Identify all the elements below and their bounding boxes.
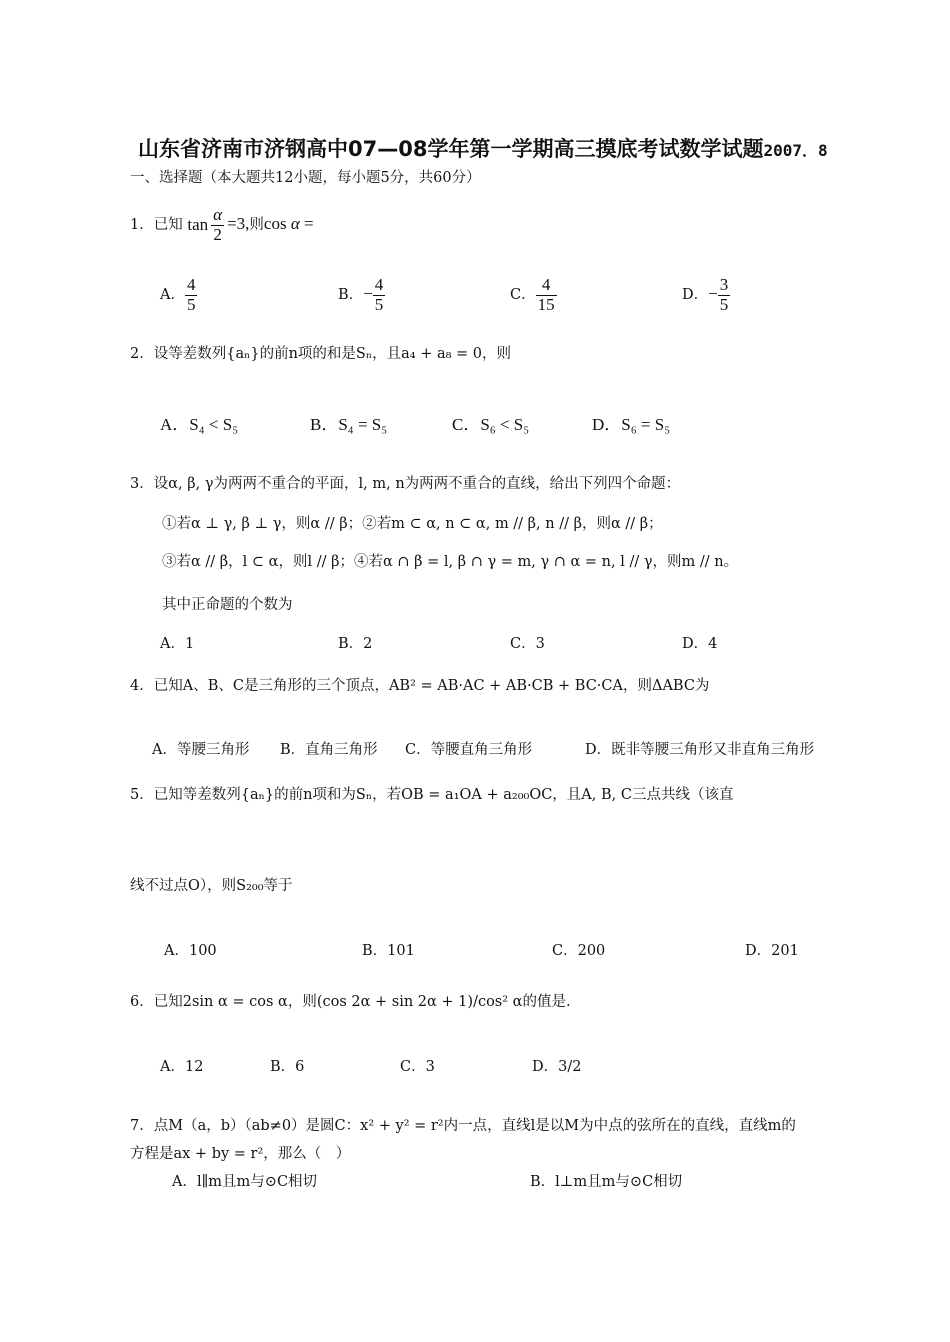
question-5-continued: 线不过点O），则S₂₀₀等于 (130, 878, 293, 894)
q4-option-a[interactable]: A．等腰三角形 (152, 742, 250, 758)
question-6: 6．已知2sin α = cos α，则(cos 2α + sin 2α + 1)/cos² α的值是. (130, 994, 571, 1010)
question-7: 7．点M（a，b）（ab≠0）是圆C：x² + y² = r²内一点，直线l是以M为中点的弦所在的直线，直线m的 (130, 1118, 796, 1134)
question-5: 5．已知等差数列{aₙ}的前n项和为Sₙ，若OB = a₁OA + a₂₀₀OC，且A, B, C三点共线（该直 (130, 787, 734, 803)
q3-option-a[interactable]: A．1 (160, 636, 195, 652)
q1-option-d[interactable]: D．− $\frac{3}{5}$ (682, 275, 729, 314)
q4-option-c[interactable]: C．等腰直角三角形 (405, 742, 533, 758)
q3-propositions-1: ①若α ⊥ γ, β ⊥ γ，则α // β；②若m ⊂ α, n ⊂ α, m // β, n // β，则α // β； (162, 516, 663, 532)
q3-option-d[interactable]: D．4 (682, 636, 718, 652)
q6-option-c[interactable]: C．3 (400, 1059, 435, 1075)
q2-option-c[interactable]: C．S₆ < S₅ (452, 415, 530, 434)
q1-expression (187, 204, 327, 229)
q6-option-d[interactable]: D．3/2 (532, 1059, 582, 1075)
q7-option-b[interactable]: B．l⊥m且m与⊙C相切 (530, 1174, 683, 1190)
q4-option-d[interactable]: D．既非等腰三角形又非直角三角形 (585, 742, 815, 758)
q2-option-d[interactable]: D．S₆ = S₅ (592, 415, 671, 434)
question-1: 1．已知 tan $\frac{\alpha}{2}$ =3,则cos α = (130, 206, 314, 244)
q3-option-b[interactable]: B．2 (338, 636, 373, 652)
q1-option-c[interactable]: C． $\frac{4}{15}$ (510, 275, 555, 314)
q3-option-c[interactable]: C．3 (510, 636, 545, 652)
q3-propositions-2: ③若α // β，l ⊂ α，则l // β；④若α ∩ β = l, β ∩ γ = m, γ ∩ α = n, l // γ，则m // n。 (162, 554, 739, 570)
question-4: 4．已知A、B、C是三角形的三个顶点，AB² = AB·AC + AB·CB + BC·CA，则ΔABC为 (130, 678, 710, 694)
q6-option-a[interactable]: A．12 (160, 1059, 204, 1075)
q2-option-a[interactable]: A．S₄ < S₅ (160, 415, 239, 434)
exam-date: 2007．8 (763, 141, 828, 160)
q5-option-b[interactable]: B．101 (362, 943, 415, 959)
question-7-continued: 方程是ax + by = r²，那么（ ） (130, 1146, 351, 1162)
q4-option-b[interactable]: B．直角三角形 (280, 742, 378, 758)
q7-option-a[interactable]: A．l∥m且m与⊙C相切 (172, 1174, 318, 1190)
q5-option-a[interactable]: A．100 (164, 943, 217, 959)
q1-option-b[interactable]: B．− $\frac{4}{5}$ (338, 275, 384, 314)
q6-option-b[interactable]: B．6 (270, 1059, 305, 1075)
q2-option-b[interactable]: B．S₄ = S₅ (310, 415, 388, 434)
q3-question: 其中正命题的个数为 (162, 597, 293, 613)
section-heading: 一、选择题（本大题共12小题，每小题5分，共60分） (130, 170, 481, 186)
question-2: 2．设等差数列{aₙ}的前n项的和是Sₙ，且a₄ + a₈ = 0，则 (130, 346, 512, 362)
q5-option-c[interactable]: C．200 (552, 943, 606, 959)
q5-option-d[interactable]: D．201 (745, 943, 799, 959)
page-title: 山东省济南市济钢高中07—08学年第一学期高三摸底考试数学试题2007．8 (138, 137, 828, 161)
q1-option-a[interactable]: A． $\frac{4}{5}$ (160, 275, 196, 314)
question-3: 3．设α, β, γ为两两不重合的平面，l, m, n为两两不重合的直线，给出下列四个命题： (130, 476, 681, 492)
